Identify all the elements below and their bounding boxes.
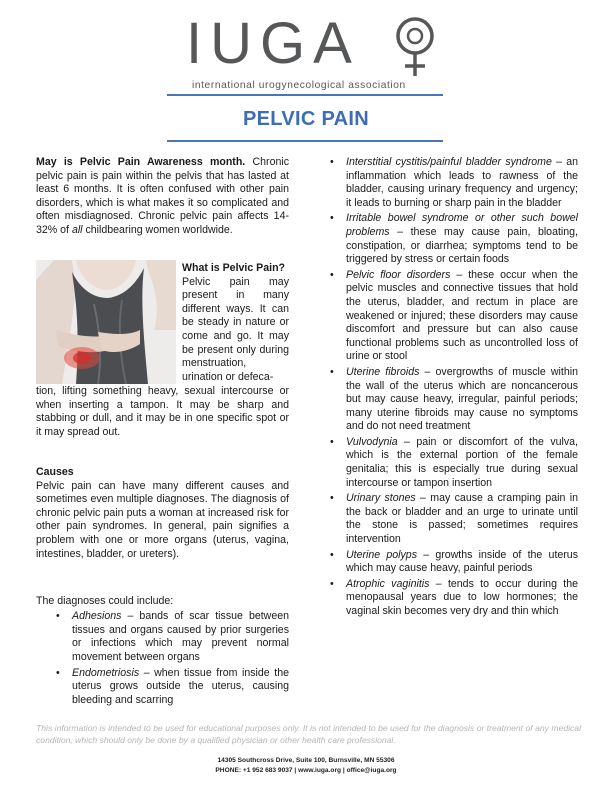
list-item-desc: – when tissue from inside the uterus grows outside the uterus, causing bleeding and scarring: [72, 666, 289, 706]
intro-italic: all: [71, 223, 83, 236]
list-item: [330, 269, 578, 364]
list-item-term: Uterine polyps: [346, 548, 417, 561]
list-item-desc: – pain or discomfort of the vulva, which is the external portion of the female genitalia; this is especially true during sexual intercourse or tampon insertion: [346, 435, 578, 489]
what-is-text-full: tion, lifting something heavy, sexual intercourse or when inserting a tampon. It may be sharp and stabbing or dull, and it may be in one specific spot or it may spread out.: [36, 385, 289, 438]
list-item-desc: – may cause a cramping pain in the back or bladder and an urge to urinate until the stone is passed; sometimes requires intervention: [346, 492, 579, 546]
list-item: [330, 212, 578, 266]
what-is-text-float: Pelvic pain may present in many different ways. It can be steady in nature or come and go. It may be present only during menstruation, urination or defeca-: [182, 275, 289, 383]
what-is-float-text: [182, 262, 289, 384]
list-item-term: Uterine fibroids: [346, 365, 420, 378]
woman-pelvic-pain-photo: [36, 260, 176, 384]
list-item: [330, 492, 578, 546]
list-item-term: Endometriosis: [72, 666, 140, 679]
list-item-desc: – tends to occur during the menopausal years due to low hormones; the vaginal skin becomes very dry and thin which: [346, 577, 578, 617]
disclaimer: This information is intended to be used for educational purposes only. It is not intended to be used for the diagnosis or treatment of any medical condition, which should only be done by a qualified physician or other health care professional.: [36, 723, 581, 745]
list-item: [36, 667, 289, 708]
list-item-desc: – overgrowths of muscle within the wall of the uterus which are noncancerous but may cause heavy, irregular, painful periods; many uterine fibroids may cause no symptoms and do not need treatment: [346, 365, 578, 433]
diagnoses-intro: [36, 584, 289, 709]
causes-heading: Causes: [36, 466, 74, 478]
list-item: [330, 436, 578, 490]
what-is-heading: What is Pelvic Pain?: [182, 262, 286, 274]
list-item: [330, 578, 578, 619]
diagnoses-list-left: [36, 610, 289, 707]
intro-lead: May is Pelvic Pain Awareness month.: [36, 156, 246, 168]
list-item-term: Atrophic vaginitis: [346, 577, 430, 590]
intro-paragraph: [36, 156, 289, 238]
list-item: [330, 549, 578, 576]
footer-contact: PHONE: +1 952 683 9037 | www.iuga.org | office@iuga.org: [215, 767, 397, 774]
title-rule-bottom: [167, 140, 443, 142]
causes-text: Pelvic pain can have many different causes and sometimes even multiple diagnoses. The diagnosis of chronic pelvic pain puts a woman at increased risk for other pain syndromes. In general, pain signifies a problem with one or more organs (uterus, vagina, intestines, bladder, or ureters).: [36, 479, 289, 560]
list-item-desc: – an inflammation which leads to rawness of the bladder, causing urinary frequency and urgency; it leads to burning or sharp pain in the bladder: [346, 156, 578, 209]
list-item: [330, 366, 578, 434]
title-rule-top: [167, 94, 443, 96]
intro-text-1: Chronic pelvic pain is pain within the pelvis that has lasted at least 6 months. It is often confused with other pain disorders, which is what makes it so complicated and often misdiagnosed. Chronic pelvic pain affects 14-32% of: [36, 156, 289, 236]
list-item-term: Interstitial cystitis/painful bladder syndrome: [346, 156, 552, 168]
list-item: [36, 610, 289, 664]
intro-text-2: childbearing women worldwide.: [82, 223, 233, 236]
list-item-desc: – these occur when the pelvic muscles and connective tissues that hold the uterus, bladder, and rectum in place are weakened or injured; these disorders may cause discomfort and pressure but can also cause functional problems such as uncontrolled loss of urine or stool: [346, 268, 579, 363]
footer-address: 14305 Southcross Drive, Suite 100, Burnsville, MN 55306: [217, 757, 395, 764]
page-title: PELVIC PAIN: [243, 108, 369, 130]
female-symbol-icon: [392, 14, 438, 78]
list-item-term: Pelvic floor disorders: [346, 268, 451, 281]
list-item-desc: – growths inside of the uterus which may cause heavy, painful periods: [346, 548, 578, 575]
list-item-term: Vulvodynia: [346, 435, 398, 448]
list-item-desc: – bands of scar tissue between tissues and organs caused by prior surgeries or infections which may prevent normal movement between organs: [72, 610, 289, 663]
logo-wordmark: IUGA: [186, 11, 360, 76]
list-item-term: Irritable bowel syndrome or other such bowel problems: [346, 212, 578, 238]
right-column: [330, 156, 578, 621]
diagnoses-list-right: [330, 156, 578, 619]
diagnoses-intro-text: The diagnoses could include:: [36, 594, 174, 607]
list-item: [330, 156, 578, 210]
causes-section: [36, 466, 289, 561]
list-item-desc: – these may cause pain, bloating, constipation, or diarrhea; symptoms tend to be triggered by stress or certain foods: [346, 225, 578, 266]
list-item-term: Urinary stones: [346, 492, 416, 505]
list-item-term: Adhesions: [72, 610, 122, 623]
logo-subtitle: international urogynecological association: [192, 80, 406, 91]
what-is-continued: [36, 385, 289, 439]
iuga-logo: [186, 12, 442, 92]
